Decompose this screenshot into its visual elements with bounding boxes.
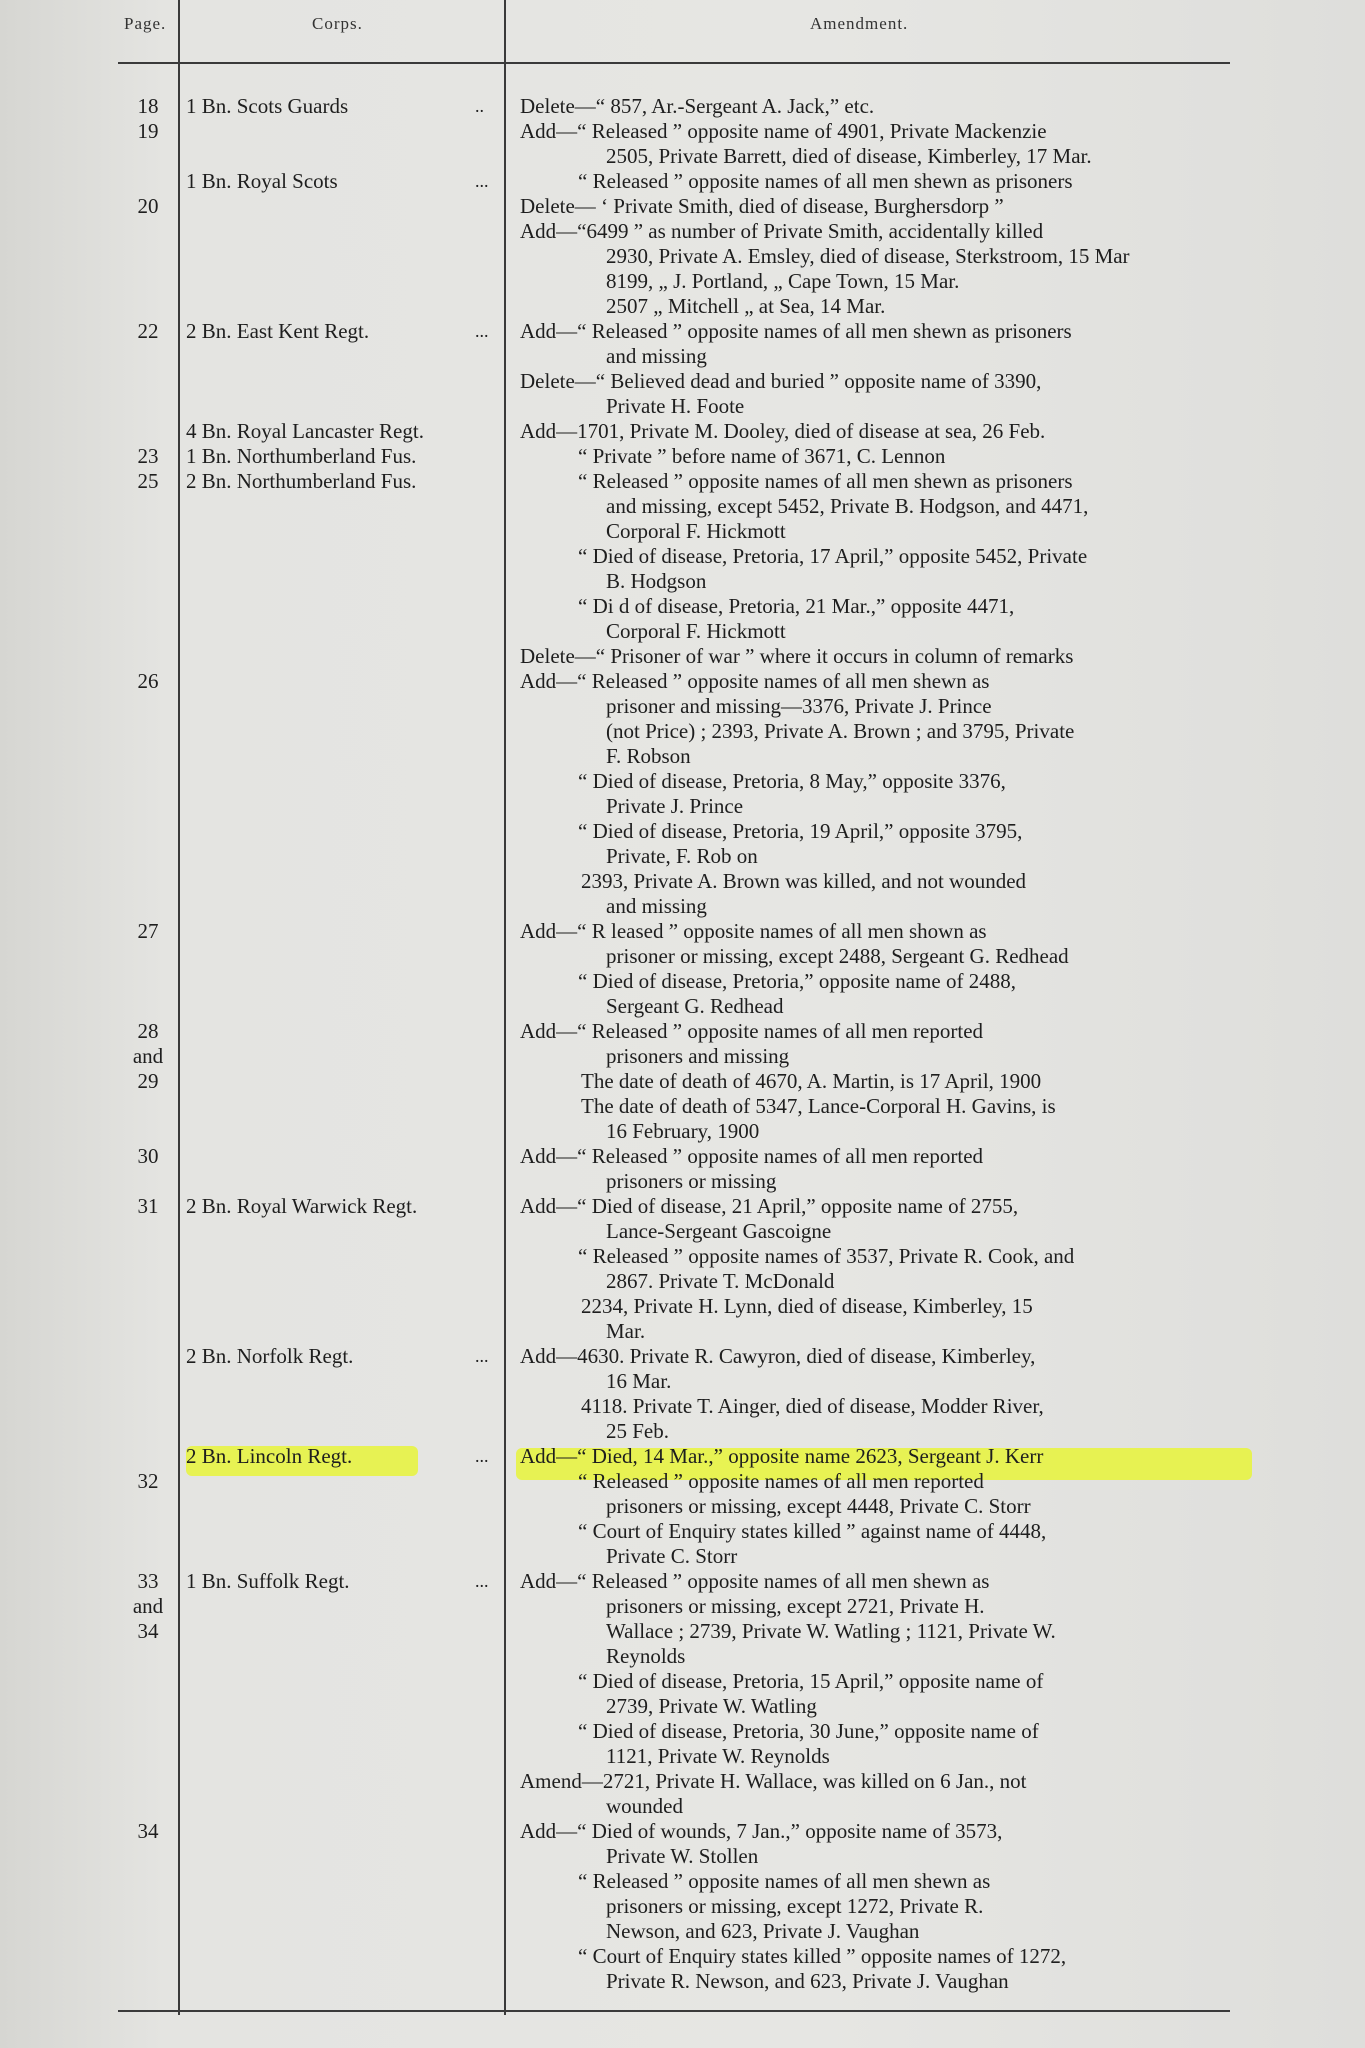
page-number: 26 [137,669,159,693]
amendment-line: (not Price) ; 2393, Private A. Brown ; and 3795, Private [606,719,1075,743]
amendment-line: 16 February, 1900 [606,1119,760,1143]
amendment-line: 2739, Private W. Watling [606,1694,817,1718]
page-number: 22 [137,319,159,343]
page-number: and [132,1594,164,1618]
page-number: 34 [137,1619,159,1643]
corps-entry: 2 Bn. Royal Warwick Regt. [186,1194,418,1218]
amendment-line: Private R. Newson, and 623, Private J. Vaughan [606,1969,1009,1993]
amendment-line: and missing [606,344,707,368]
amendment-line: “ Died of disease, Pretoria, 8 May,” opposite 3376, [578,769,1006,793]
amendment-line: prisoners or missing, except 4448, Private C. Storr [606,1494,1031,1518]
leader-dots: .. [475,96,484,116]
corps-entry: 2 Bn. Lincoln Regt. [186,1444,353,1468]
page-number: 34 [137,1819,159,1843]
corps-entry: 1 Bn. Northumberland Fus. [186,444,417,468]
amendment-line: “ Court of Enquiry states killed ” opposite names of 1272, [578,1944,1067,1968]
page-number: 33 [137,1569,159,1593]
page-number: 19 [137,119,159,143]
amendment-line: prisoners or missing, except 1272, Private R. [606,1894,984,1918]
page-number: and [132,1044,164,1068]
column-divider-corps [504,0,506,2015]
page-number: 18 [137,94,159,118]
leader-dots: ... [475,171,489,191]
leader-dots: ... [475,1446,489,1466]
footer-rule [118,2010,1230,2012]
corps-entry: 1 Bn. Suffolk Regt. [186,1569,350,1593]
amendment-line: Add—“ R leased ” opposite names of all men shown as [520,919,987,943]
amendment-line: “ Released ” opposite names of 3537, Private R. Cook, and [578,1244,1075,1268]
amendment-line: Mar. [606,1319,646,1343]
amendment-line: Private H. Foote [606,394,745,418]
amendment-line: 2507 „ Mitchell „ at Sea, 14 Mar. [606,294,886,318]
amendment-line: Corporal F. Hickmott [606,519,786,543]
amendment-line: “ Died of disease, Pretoria, 19 April,” opposite 3795, [578,819,1023,843]
amendment-line: “ Released ” opposite names of all men shewn as prisoners [578,169,1073,193]
amendment-line: “ Released ” opposite names of all men reported [578,1469,984,1493]
amendment-line: 1121, Private W. Reynolds [606,1744,830,1768]
page-number: 30 [137,1144,159,1168]
amendment-line: prisoner and missing—3376, Private J. Prince [606,694,992,718]
amendment-line: Private W. Stollen [606,1844,759,1868]
page-number: 20 [137,194,159,218]
amendment-line: Add—1701, Private M. Dooley, died of disease at sea, 26 Feb. [520,419,1046,443]
amendment-line: “ Died of disease, Pretoria, 15 April,” opposite name of [578,1669,1044,1693]
page-number: 28 [137,1019,159,1043]
page-number: 23 [137,444,159,468]
amendment-line: Amend—2721, Private H. Wallace, was killed on 6 Jan., not [520,1769,1027,1793]
amendment-line: Add—“6499 ” as number of Private Smith, accidentally killed [520,219,1044,243]
amendment-line: Delete—“ 857, Ar.-Sergeant A. Jack,” etc. [520,94,875,118]
amendment-line: Reynolds [606,1644,686,1668]
amendment-line: 25 Feb. [606,1419,669,1443]
amendment-line: and missing [606,894,707,918]
amendment-line: “ Died of disease, Pretoria, 17 April,” opposite 5452, Private [578,544,1088,568]
amendment-line: and missing, except 5452, Private B. Hodgson, and 4471, [606,494,1089,518]
amendment-line: “ Court of Enquiry states killed ” against name of 4448, [578,1519,1047,1543]
leader-dots: ... [475,321,489,341]
corps-entry: 1 Bn. Scots Guards [186,94,349,118]
amendment-line: 2234, Private H. Lynn, died of disease, Kimberley, 15 [581,1294,1033,1318]
amendment-line: Add—“ Died of disease, 21 April,” opposite name of 2755, [520,1194,1019,1218]
amendment-line: Add—4630. Private R. Cawyron, died of disease, Kimberley, [520,1344,1036,1368]
amendment-line: B. Hodgson [606,569,707,593]
amendment-line: 8199, „ J. Portland, „ Cape Town, 15 Mar. [606,269,960,293]
corps-entry: 2 Bn. Northumberland Fus. [186,469,417,493]
amendment-line: Add—“ Released ” opposite names of all men reported [520,1019,984,1043]
page-number: 25 [137,469,159,493]
amendment-line: “ Released ” opposite names of all men shewn as prisoners [578,469,1073,493]
amendment-line: prisoners or missing [606,1169,777,1193]
amendment-line: “ Died of disease, Pretoria,” opposite name of 2488, [578,969,1016,993]
amendment-line: Add—“ Died of wounds, 7 Jan.,” opposite name of 3573, [520,1819,1003,1843]
amendment-line: “ Private ” before name of 3671, C. Lennon [578,444,946,468]
amendment-line: Add—“ Released ” opposite name of 4901, Private Mackenzie [520,119,1047,143]
amendment-line: “ Died of disease, Pretoria, 30 June,” opposite name of [578,1719,1039,1743]
amendment-line: Corporal F. Hickmott [606,619,786,643]
amendment-line: Private J. Prince [606,794,744,818]
amendment-line: Newson, and 623, Private J. Vaughan [606,1919,920,1943]
amendment-line: 4118. Private T. Ainger, died of disease, Modder River, [581,1394,1044,1418]
amendment-line: 2867. Private T. McDonald [606,1269,835,1293]
amendment-line: 16 Mar. [606,1369,672,1393]
header-corps: Corps. [312,14,363,33]
header-amendment: Amendment. [810,14,909,33]
amendment-line: prisoners and missing [606,1044,790,1068]
amendment-line: The date of death of 4670, A. Martin, is 17 April, 1900 [581,1069,1042,1093]
page-number: 32 [137,1469,159,1493]
page-number: 31 [137,1194,159,1218]
amendment-line: F. Robson [606,744,691,768]
page-number: 27 [137,919,159,943]
amendment-line: Delete— ‘ Private Smith, died of disease, Burghersdorp ” [520,194,1004,218]
corps-entry: 2 Bn. East Kent Regt. [186,319,370,343]
amendment-line: Sergeant G. Redhead [606,994,784,1018]
amendment-line: Wallace ; 2739, Private W. Watling ; 1121, Private W. [606,1619,1056,1643]
amendment-line: Private C. Storr [606,1544,738,1568]
leader-dots: ... [475,1346,489,1366]
amendment-line: prisoner or missing, except 2488, Sergeant G. Redhead [606,944,1069,968]
amendment-line: 2505, Private Barrett, died of disease, Kimberley, 17 Mar. [606,144,1092,168]
amendment-line: The date of death of 5347, Lance-Corporal H. Gavins, is [581,1094,1056,1118]
header-rule [118,62,1230,64]
amendment-line: “ Released ” opposite names of all men shewn as [578,1869,991,1893]
amendment-line: Lance-Sergeant Gascoigne [606,1219,832,1243]
amendment-line: Delete—“ Believed dead and buried ” opposite name of 3390, [520,369,1042,393]
amendment-line: “ Di d of disease, Pretoria, 21 Mar.,” opposite 4471, [578,594,1015,618]
amendment-line: Add—“ Died, 14 Mar.,” opposite name 2623, Sergeant J. Kerr [520,1444,1044,1468]
amendment-line: Add—“ Released ” opposite names of all men shewn as prisoners [520,319,1072,343]
amendment-line: Add—“ Released ” opposite names of all men shewn as [520,669,990,693]
column-divider-page [178,0,180,2015]
corps-entry: 4 Bn. Royal Lancaster Regt. [186,419,424,443]
page-number: 29 [137,1069,159,1093]
corps-entry: 1 Bn. Royal Scots [186,169,338,193]
leader-dots: ... [475,1571,489,1591]
amendment-line: 2930, Private A. Emsley, died of disease, Sterkstroom, 15 Mar [606,244,1130,268]
corps-entry: 2 Bn. Norfolk Regt. [186,1344,354,1368]
amendment-line: Add—“ Released ” opposite names of all men shewn as [520,1569,990,1593]
header-page: Page. [124,14,167,33]
amendment-line: 2393, Private A. Brown was killed, and not wounded [581,869,1027,893]
amendment-line: Private, F. Rob on [606,844,758,868]
amendment-line: prisoners or missing, except 2721, Private H. [606,1594,985,1618]
amendment-line: wounded [606,1794,683,1818]
amendment-line: Delete—“ Prisoner of war ” where it occurs in column of remarks [520,644,1074,668]
amendment-line: Add—“ Released ” opposite names of all men reported [520,1144,984,1168]
